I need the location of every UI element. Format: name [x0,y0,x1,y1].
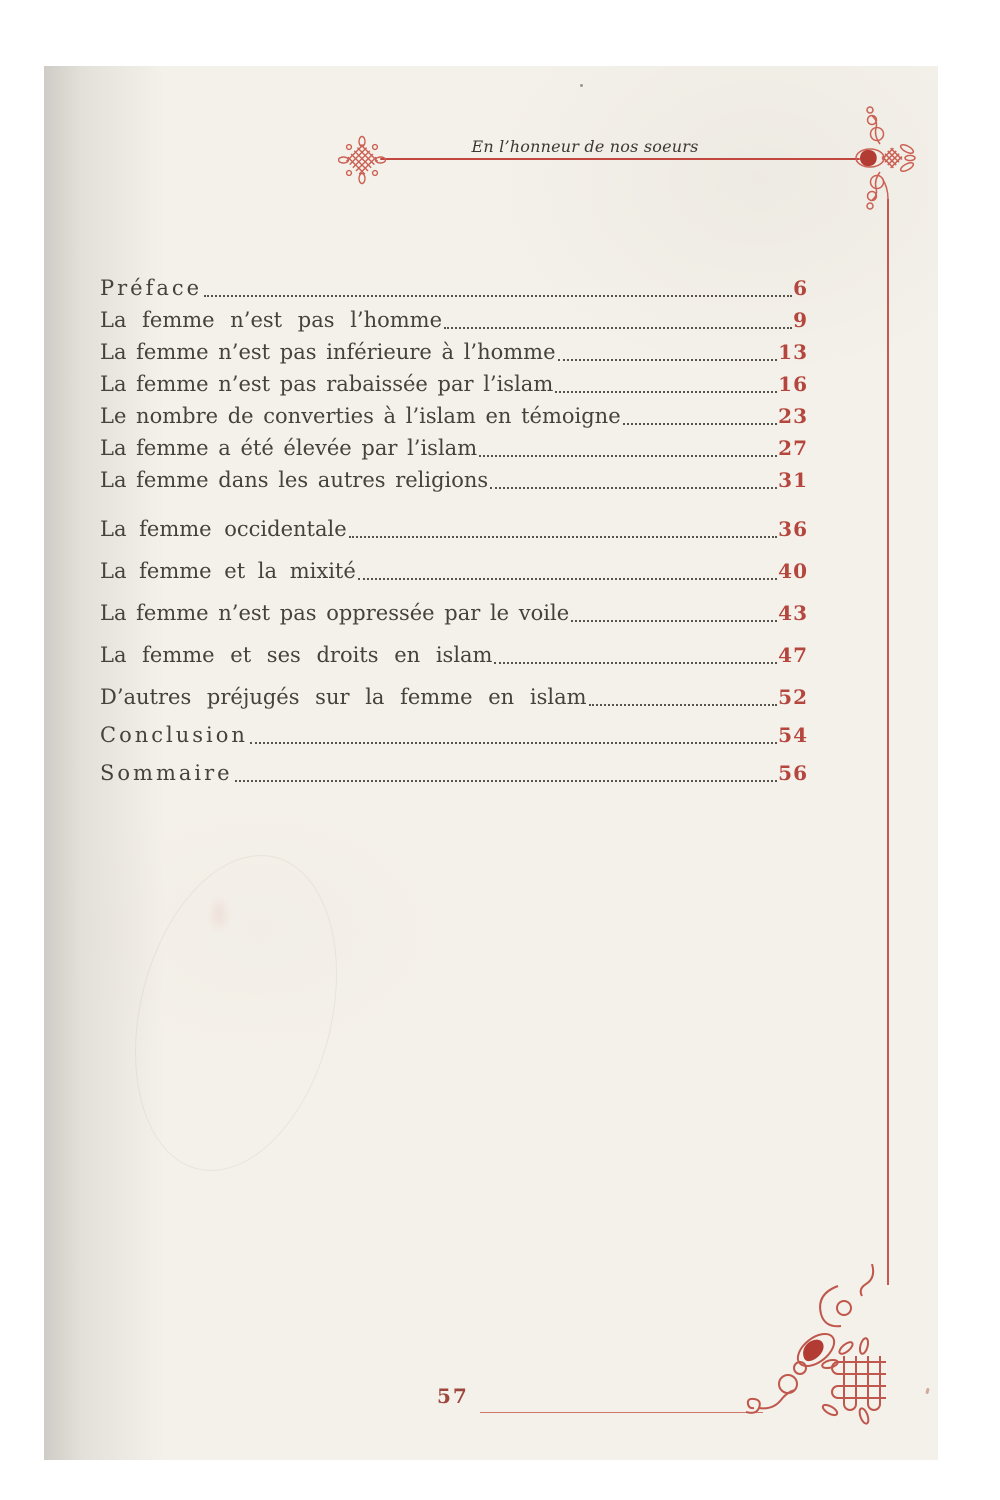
toc-title: La femme n’est pas inférieure à l’homme [100,340,556,364]
dot-leader [555,391,777,393]
toc-title: Sommaire [100,761,233,785]
toc-row [100,685,808,711]
toc-page-number: 40 [778,559,808,583]
toc-row [100,372,808,398]
toc-title: La femme dans les autres religions [100,468,489,492]
toc-page-number: 27 [778,436,808,460]
dot-leader [558,359,778,361]
dot-leader [204,295,792,297]
scan-speck [580,84,583,87]
toc-title: La femme et ses droits en islam [100,643,493,667]
toc-row [100,404,808,430]
toc-page-number: 13 [778,340,808,364]
dot-leader [250,742,777,744]
toc-row [100,761,808,787]
folio-page-number: 57 [437,1384,469,1408]
corner-flourish-ornament-icon [746,1264,890,1432]
toc-title: D’autres préjugés sur la femme en islam [100,685,587,709]
dot-leader [623,423,778,425]
toc-page-number: 9 [793,308,808,332]
dot-leader [444,327,792,329]
dot-leader [479,455,777,457]
toc-row [100,276,808,302]
toc-title: Conclusion [100,723,248,747]
scan-speck [925,1388,929,1395]
running-header-title: En l’honneur de nos soeurs [471,137,699,156]
toc-row [100,517,808,543]
dot-leader [589,704,778,706]
table-of-contents [100,276,808,787]
toc-title: La femme n’est pas rabaissée par l’islam [100,372,554,396]
dot-leader [571,620,777,622]
dot-leader [490,487,777,489]
toc-row [100,468,808,494]
footer-rule [480,1412,763,1413]
toc-row [100,436,808,462]
dot-leader [235,780,778,782]
toc-row [100,340,808,366]
toc-page-number: 31 [778,468,808,492]
toc-page-number: 52 [778,685,808,709]
dot-leader [358,578,777,580]
header-rule [380,158,860,160]
toc-row [100,601,808,627]
toc-page-number: 6 [793,276,808,300]
page-border-line [887,199,889,1285]
toc-row [100,723,808,749]
toc-page-number: 47 [778,643,808,667]
toc-title: La femme n’est pas oppressée par le voile [100,601,570,625]
paper-blotch-artifact [206,894,232,934]
toc-row [100,308,808,334]
toc-page-number: 16 [778,372,808,396]
toc-row [100,559,808,585]
toc-row [100,643,808,669]
toc-page-number: 56 [778,761,808,785]
dot-leader [349,536,778,538]
toc-page-number: 43 [778,601,808,625]
floral-border-ornament-icon [850,104,916,220]
toc-page-number: 23 [778,404,808,428]
toc-page-number: 36 [778,517,808,541]
toc-page-number: 54 [778,723,808,747]
toc-title: Le nombre de converties à l’islam en témoigne [100,404,621,428]
scanned-book-page [44,66,938,1460]
paper-crease-artifact [104,834,368,1193]
toc-title: La femme a été élevée par l’islam [100,436,478,460]
dot-leader [494,662,777,664]
toc-title: La femme n’est pas l’homme [100,308,443,332]
toc-title: La femme et la mixité [100,559,356,583]
toc-title: Préface [100,276,203,300]
toc-title: La femme occidentale [100,517,347,541]
knot-ornament-icon [338,135,386,189]
